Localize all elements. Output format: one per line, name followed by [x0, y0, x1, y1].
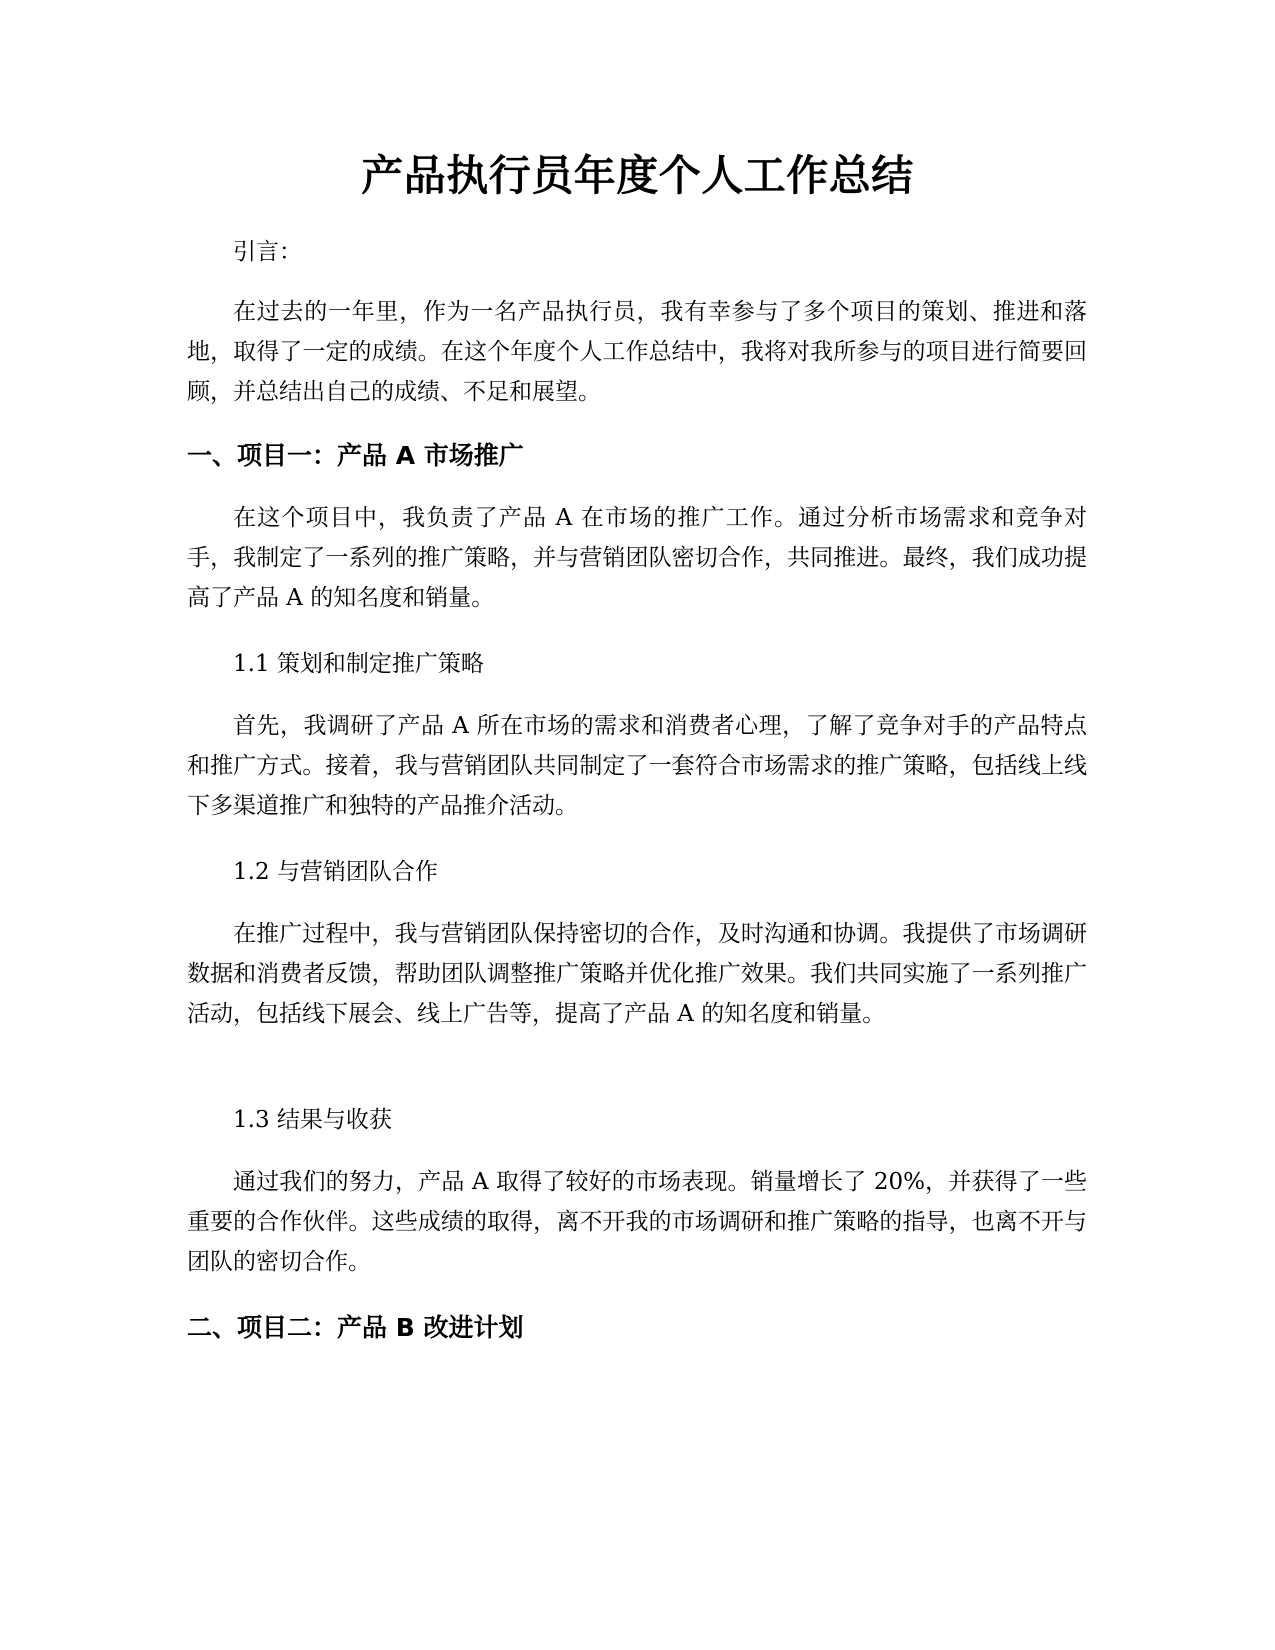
section1-heading: 一、项目一：产品 A 市场推广 [187, 441, 524, 470]
section2-heading: 二、项目二：产品 B 改进计划 [187, 1313, 524, 1342]
subsection-1-3-paragraph: 通过我们的努力，产品 A 取得了较好的市场表现。销量增长了 20%，并获得了一些重要的合作伙伴。这些成绩的取得，离不开我的市场调研和推广策略的指导，也离不开与团队的密切合作。 [187, 1169, 1087, 1275]
subsection-1-1-paragraph: 首先，我调研了产品 A 所在市场的需求和消费者心理，了解了竞争对手的产品特点和推广方式。接着，我与营销团队共同制定了一套符合市场需求的推广策略，包括线上线下多渠道推广和独特的产品推介活动。 [187, 713, 1087, 819]
subsection-1-1-title: 1.1 策划和制定推广策略 [233, 651, 484, 677]
section1-paragraph: 在这个项目中，我负责了产品 A 在市场的推广工作。通过分析市场需求和竞争对手，我制定了一系列的推广策略，并与营销团队密切合作，共同推进。最终，我们成功提高了产品 A 的知名度和销量。 [187, 505, 1087, 611]
subsection-1-2-paragraph: 在推广过程中，我与营销团队保持密切的合作，及时沟通和协调。我提供了市场调研数据和消费者反馈，帮助团队调整推广策略并优化推广效果。我们共同实施了一系列推广活动，包括线下展会、线上广告等，提高了产品 A 的知名度和销量。 [187, 921, 1087, 1027]
subsection-1-3-title: 1.3 结果与收获 [233, 1107, 392, 1133]
subsection-1-2-title: 1.2 与营销团队合作 [233, 859, 438, 885]
intro-paragraph: 在过去的一年里，作为一名产品执行员，我有幸参与了多个项目的策划、推进和落地，取得了一定的成绩。在这个年度个人工作总结中，我将对我所参与的项目进行简要回顾，并总结出自己的成绩、不足和展望。 [187, 299, 1087, 405]
intro-label: 引言： [233, 239, 302, 265]
document-title: 产品执行员年度个人工作总结 [361, 151, 914, 200]
